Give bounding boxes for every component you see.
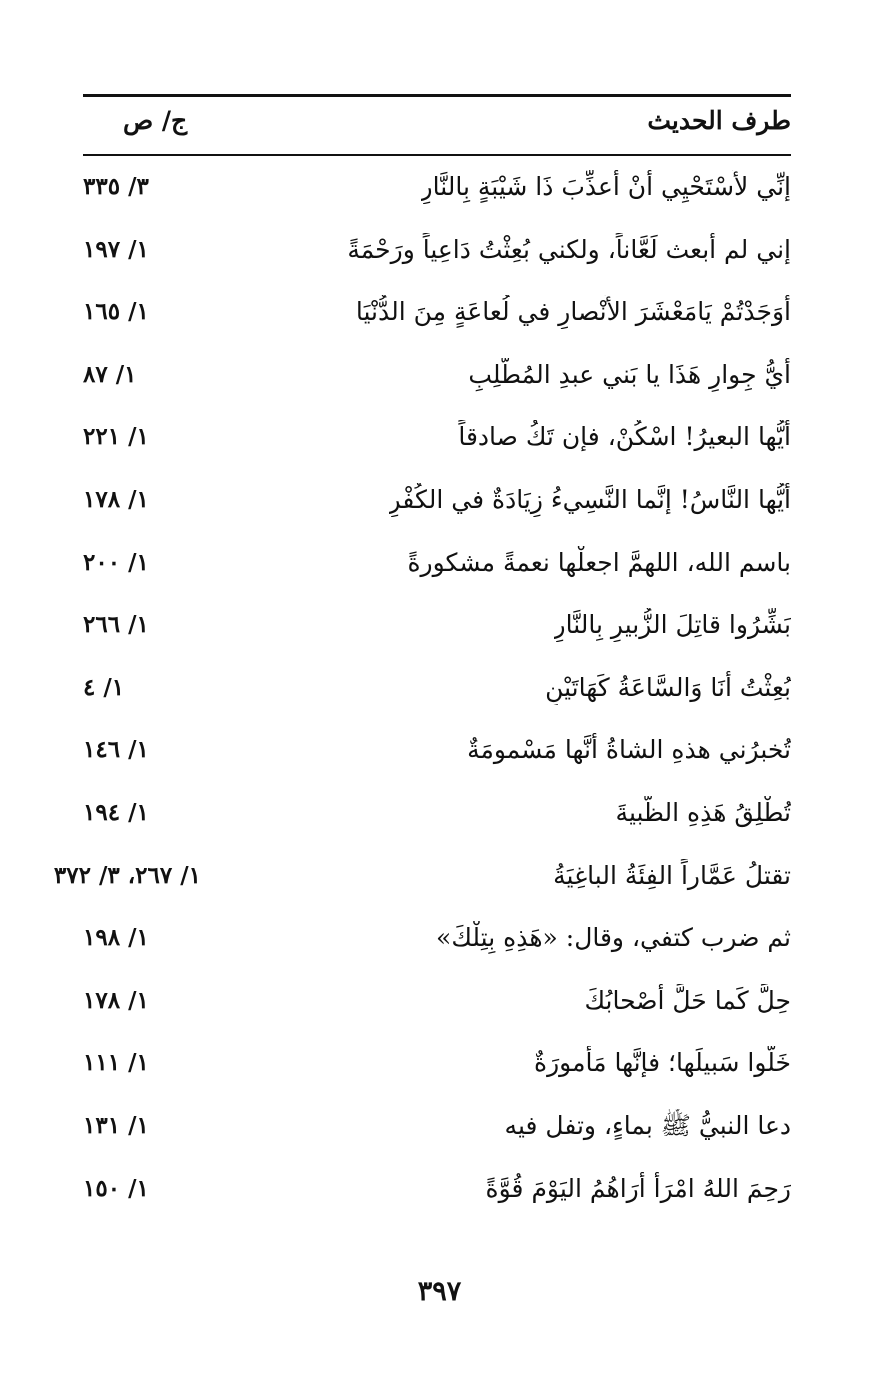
index-row (83, 659, 791, 722)
volume-page-ref: ١/ ١٣١ (83, 1111, 149, 1139)
hadith-text: خَلُّوا سَبيلَها؛ فإنَّها مَأْمورَةٌ (534, 1048, 791, 1078)
index-row (53, 847, 791, 910)
volume-page-ref: ١/ ٨٧ (83, 360, 137, 388)
index-row (83, 596, 791, 659)
hadith-text: أَيُّ جِوارٍ هَذَا يا بَني عبدِ المُطَّلِبِ (468, 359, 791, 389)
volume-page-ref: ١/ ٢٦٦ (83, 611, 149, 639)
header-hadith-column: طرف الحديث (647, 106, 791, 135)
volume-page-ref: ١/ ١٥٠ (83, 1174, 149, 1202)
page-number: ٣٩٧ (417, 1276, 462, 1307)
hadith-text: حِلَّ كَما حَلَّ أَصْحابُكَ (584, 985, 791, 1015)
hadith-text: بَشِّرُوا قاتِلَ الزُّبيرِ بِالنَّارِ (553, 610, 791, 640)
hadith-index-list (53, 158, 791, 1222)
hadith-text: تُخبرُني هذهِ الشاةُ أَنَّها مَسْمومَةٌ (467, 735, 791, 765)
hadith-text: إني لم أُبعث لَعَّاناً، ولكني بُعِثْتُ دَاعِياً ورَحْمَةً (347, 234, 791, 264)
volume-page-ref: ١/ ١٤٦ (83, 736, 149, 764)
volume-page-ref: ١/ ١١١ (83, 1049, 149, 1077)
volume-page-ref: ٣/ ٣٣٥ (83, 173, 149, 200)
index-row (83, 471, 791, 534)
index-row (83, 221, 791, 284)
hadith-text: أَيُّها البعيرُ! اسْكُنْ، فإن تَكُ صادقاً (458, 422, 791, 452)
index-row (83, 1097, 791, 1160)
hadith-text: تُطْلِقُ هَذِهِ الظَّبيةَ (615, 797, 791, 827)
index-row (83, 909, 791, 972)
header-reference-column: ج/ ص (123, 106, 188, 135)
index-row (83, 784, 791, 847)
volume-page-ref: ١/ ١٧٨ (83, 485, 149, 513)
index-row (83, 1160, 791, 1223)
hadith-text: تقتلُ عَمَّاراً الفِئَةُ الباغِيَةُ (553, 860, 791, 890)
hadith-text: بُعِثْتُ أَنَا وَالسَّاعَةُ كَهَاتَيْنِ (545, 672, 791, 702)
index-row (83, 721, 791, 784)
index-row (83, 534, 791, 597)
index-row (83, 408, 791, 471)
header-bottom-rule (83, 154, 791, 156)
volume-page-ref: ١/ ٢٦٧، ٣/ ٣٧٢ (53, 861, 201, 889)
hadith-text: أَوَجَدْتُمْ يَامَعْشَرَ الأَنْصارِ في لُعاعَةٍ مِنَ الدُّنْيَا (355, 297, 791, 327)
volume-page-ref: ١/ ١٧٨ (83, 986, 149, 1014)
hadith-text: دعا النبيُّ ﷺ بماءٍ، وتفل فيه (504, 1110, 791, 1140)
volume-page-ref: ١/ ٢٠٠ (83, 548, 149, 576)
index-row (83, 972, 791, 1035)
index-row (83, 283, 791, 346)
volume-page-ref: ١/ ١٩٧ (83, 235, 149, 263)
table-header (83, 100, 791, 152)
volume-page-ref: ١/ ١٦٥ (83, 298, 149, 326)
header-top-rule (83, 94, 791, 97)
volume-page-ref: ١/ ١٩٤ (83, 798, 149, 826)
index-row (83, 158, 791, 221)
volume-page-ref: ١/ ١٩٨ (83, 924, 149, 952)
hadith-text: رَحِمَ اللهُ امْرَأً أَرَاهُمُ اليَوْمَ قُوَّةً (485, 1173, 791, 1203)
index-row (83, 1034, 791, 1097)
hadith-text: أَيُّها النَّاسُ! إنَّما النَّسِيءُ زِيَادَةٌ في الكُفْرِ (388, 484, 791, 514)
volume-page-ref: ١/ ٤ (83, 673, 125, 701)
hadith-text: ثم ضرب كتفي، وقال: «هَذِهِ بِتِلْكَ» (436, 923, 791, 953)
index-row (83, 346, 791, 409)
hadith-text: إنِّي لأَسْتَحْيِي أَنْ أُعذِّبَ ذَا شَيْبَةٍ بِالنَّارِ (420, 172, 791, 201)
hadith-text: باسم الله، اللهمَّ اجعلْها نعمةً مشكورةً (407, 547, 791, 577)
volume-page-ref: ١/ ٢٢١ (83, 423, 149, 451)
